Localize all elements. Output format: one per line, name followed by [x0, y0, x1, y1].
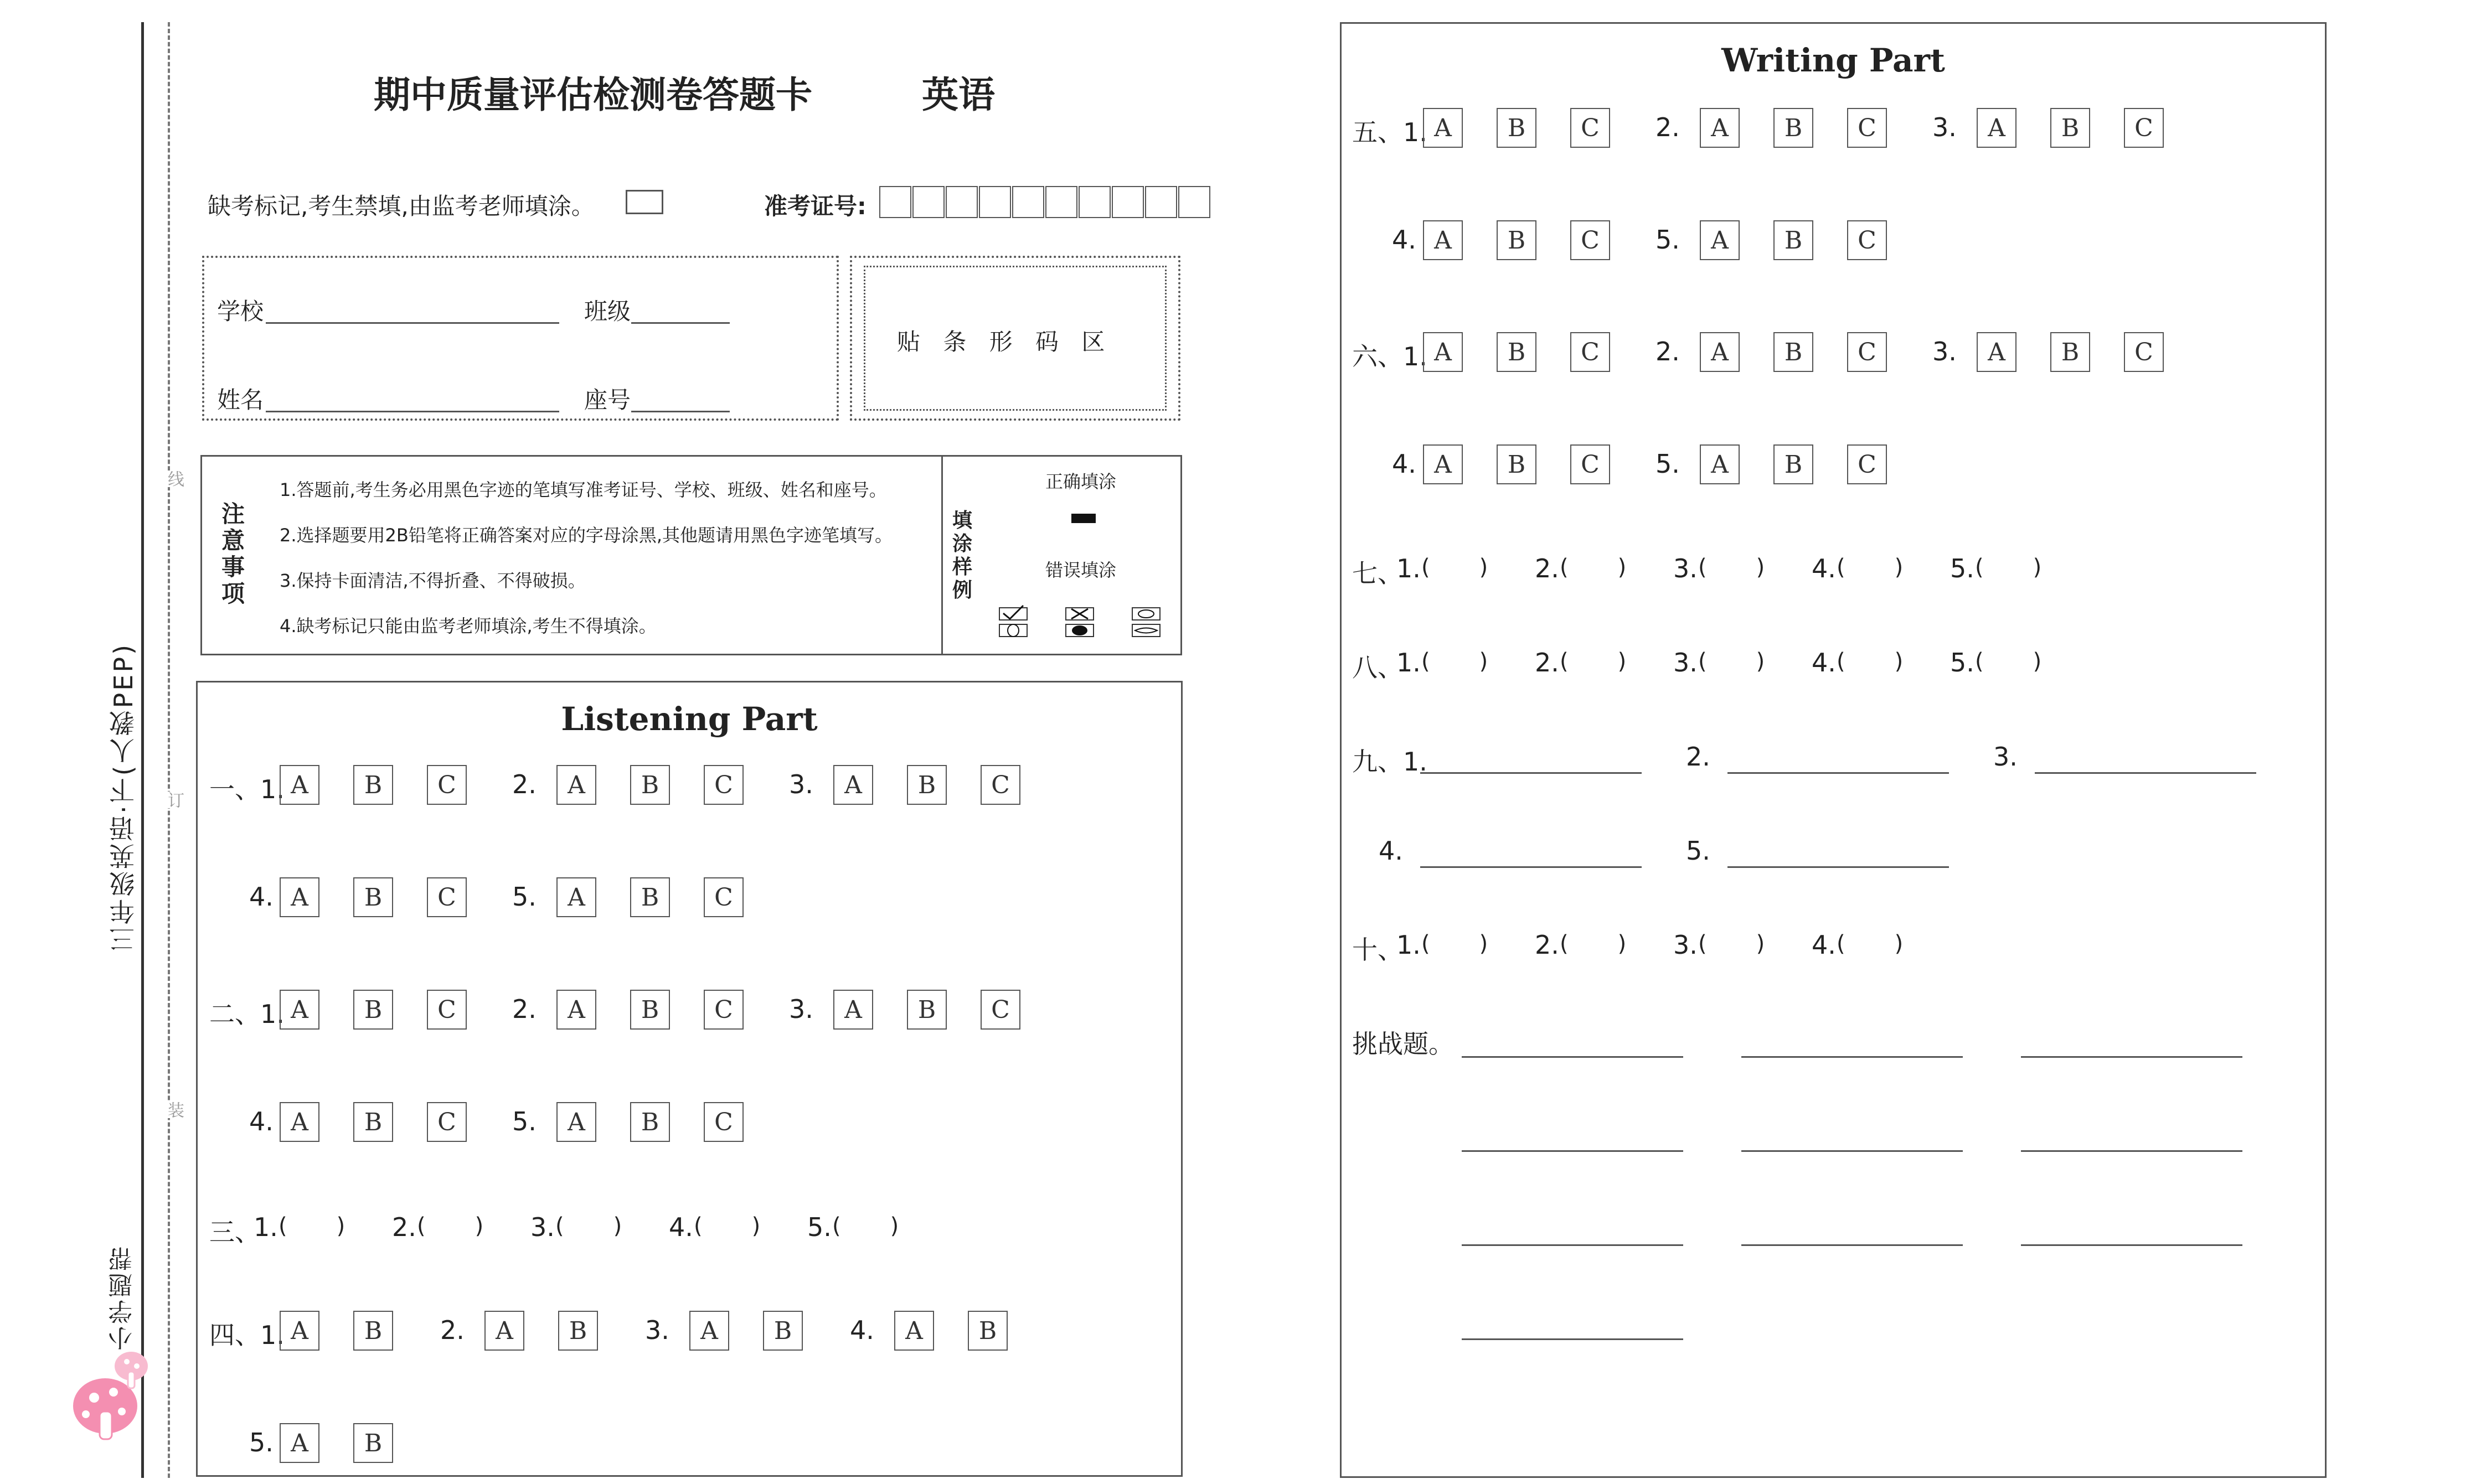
- listening-sec2-q4-option-b[interactable]: B: [353, 1102, 393, 1142]
- listening-sec2-q3-option-a[interactable]: A: [833, 990, 873, 1030]
- writing-sec7-q5-answer-blank[interactable]: ( ): [1975, 555, 2042, 580]
- challenge-answer-line-10[interactable]: [1462, 1338, 1683, 1340]
- writing-sec6-q2-option-a[interactable]: A: [1700, 332, 1740, 372]
- absent-mark-box[interactable]: [626, 190, 663, 214]
- listening-sec2-q2-option-c[interactable]: C: [704, 990, 744, 1030]
- writing-sec6-q1-option-a[interactable]: A: [1423, 332, 1463, 372]
- notes-divider: [941, 455, 943, 655]
- listening-sec4-q1-option-a[interactable]: A: [280, 1311, 319, 1351]
- writing-sec6-q3-label: 3.: [1932, 337, 1957, 366]
- writing-sec5-q5-option-c[interactable]: C: [1847, 220, 1887, 260]
- writing-sec10-q2-answer-blank[interactable]: ( ): [1560, 931, 1627, 956]
- writing-part-box: [1340, 22, 2327, 1478]
- writing-sec8-q2-num: 2.: [1535, 648, 1559, 678]
- writing-sec9-q5-answer-line[interactable]: [1727, 866, 1949, 868]
- listening-sec1-q2-label: 2.: [512, 769, 537, 799]
- exam-id-cell[interactable]: [1045, 186, 1077, 218]
- writing-sec6-q5-label: 5.: [1655, 449, 1680, 479]
- brand-label: 小学题帮: [109, 1244, 137, 1351]
- listening-sec4-q2-option-b[interactable]: B: [558, 1311, 598, 1351]
- writing-sec5-q1-option-c[interactable]: C: [1570, 108, 1610, 148]
- listening-sec3-q2-answer-blank[interactable]: ( ): [417, 1213, 484, 1239]
- listening-sec1-q5-option-b[interactable]: B: [630, 877, 670, 917]
- listening-sec1-q1-option-c[interactable]: C: [427, 765, 467, 805]
- writing-sec9-q4-label: 4.: [1379, 836, 1403, 866]
- listening-sec3-q2-num: 2.: [392, 1212, 416, 1242]
- challenge-answer-line-1[interactable]: [1462, 1056, 1683, 1058]
- cut-mark-line: 线: [162, 470, 186, 487]
- writing-part-title: Writing Part: [1721, 42, 1945, 79]
- writing-sec5-q1-option-a[interactable]: A: [1423, 108, 1463, 148]
- challenge-answer-line-4[interactable]: [1462, 1150, 1683, 1152]
- listening-sec2-q1-label: 二、1.: [209, 999, 285, 1029]
- writing-sec5-q5-option-b[interactable]: B: [1773, 220, 1813, 260]
- writing-sec7-q2-num: 2.: [1535, 554, 1559, 583]
- writing-sec5-q5-option-a[interactable]: A: [1700, 220, 1740, 260]
- writing-sec7-q4-num: 4.: [1812, 554, 1836, 583]
- writing-sec10-q2-num: 2.: [1535, 930, 1559, 960]
- listening-sec3-q5-num: 5.: [807, 1212, 832, 1242]
- listening-sec4-q5-option-b[interactable]: B: [353, 1423, 393, 1463]
- writing-sec10-q1-answer-blank[interactable]: ( ): [1421, 931, 1488, 956]
- exam-id-cell[interactable]: [879, 186, 911, 218]
- writing-sec6-q1-option-c[interactable]: C: [1570, 332, 1610, 372]
- writing-sec10-q3-num: 3.: [1673, 930, 1698, 960]
- writing-sec8-q5-answer-blank[interactable]: ( ): [1975, 649, 2042, 674]
- writing-sec8-q4-num: 4.: [1812, 648, 1836, 678]
- cut-mark-install: 装: [162, 1102, 186, 1118]
- student-info-box: [202, 256, 839, 421]
- listening-sec4-q2-label: 2.: [440, 1315, 465, 1345]
- writing-sec5-q2-label: 2.: [1655, 112, 1680, 142]
- writing-sec7-q2-answer-blank[interactable]: ( ): [1560, 555, 1627, 580]
- sample-heading: 填涂样例: [952, 509, 973, 602]
- writing-sec5-q4-option-c[interactable]: C: [1570, 220, 1610, 260]
- exam-id-cell[interactable]: [1079, 186, 1111, 218]
- listening-sec1-q4-option-c[interactable]: C: [427, 877, 467, 917]
- writing-sec9-q4-answer-line[interactable]: [1420, 866, 1642, 868]
- listening-sec4-q5-option-a[interactable]: A: [280, 1423, 319, 1463]
- listening-sec1-q3-label: 3.: [789, 769, 813, 799]
- listening-sec2-q2-option-b[interactable]: B: [630, 990, 670, 1030]
- writing-sec6-q4-label: 4.: [1392, 449, 1416, 479]
- writing-sec8-q1-num: 1.: [1396, 648, 1421, 678]
- school-label: 学校: [217, 298, 264, 325]
- exam-id-cell[interactable]: [1145, 186, 1177, 218]
- listening-sec1-q4-option-a[interactable]: A: [280, 877, 319, 917]
- writing-sec5-q1-label: 五、1.: [1352, 117, 1427, 147]
- writing-sec7-q3-answer-blank[interactable]: ( ): [1698, 555, 1765, 580]
- writing-sec9-q1-label: 九、1.: [1352, 747, 1427, 777]
- listening-sec1-q2-option-c[interactable]: C: [704, 765, 744, 805]
- writing-sec5-q3-label: 3.: [1932, 112, 1957, 142]
- writing-sec5-q4-label: 4.: [1392, 225, 1416, 255]
- correct-fill-label: 正确填涂: [1045, 471, 1117, 492]
- writing-sec5-q3-option-c[interactable]: C: [2124, 108, 2164, 148]
- exam-id-cell[interactable]: [1112, 186, 1144, 218]
- name-field[interactable]: [266, 411, 559, 412]
- writing-sec6-q2-label: 2.: [1655, 337, 1680, 366]
- notes-item-1: 1.答题前,考生务必用黑色字迹的笔填写准考证号、学校、班级、姓名和座号。: [280, 479, 887, 500]
- writing-sec9-q3-answer-line[interactable]: [2035, 772, 2256, 774]
- exam-id-cell[interactable]: [979, 186, 1011, 218]
- writing-sec5-q1-option-b[interactable]: B: [1497, 108, 1536, 148]
- listening-sec4-q3-option-b[interactable]: B: [763, 1311, 803, 1351]
- listening-sec4-q4-option-a[interactable]: A: [894, 1311, 934, 1351]
- writing-sec9-q2-label: 2.: [1686, 742, 1710, 772]
- exam-id-cell[interactable]: [1012, 186, 1044, 218]
- writing-sec6-q3-option-c[interactable]: C: [2124, 332, 2164, 372]
- listening-sec2-q5-option-b[interactable]: B: [630, 1102, 670, 1142]
- writing-sec6-q5-option-b[interactable]: B: [1773, 444, 1813, 484]
- writing-sec6-q5-option-a[interactable]: A: [1700, 444, 1740, 484]
- listening-sec2-q4-label: 4.: [249, 1106, 274, 1136]
- listening-sec4-q4-label: 4.: [850, 1315, 874, 1345]
- writing-sec5-q2-option-b[interactable]: B: [1773, 108, 1813, 148]
- listening-sec2-q1-option-b[interactable]: B: [353, 990, 393, 1030]
- writing-sec7-label: 七、: [1352, 559, 1403, 588]
- writing-sec8-label: 八、: [1352, 653, 1403, 682]
- writing-sec5-q3-option-a[interactable]: A: [1977, 108, 2016, 148]
- notes-item-3: 3.保持卡面清洁,不得折叠、不得破损。: [280, 570, 586, 591]
- school-field[interactable]: [266, 322, 559, 324]
- listening-sec3-q4-answer-blank[interactable]: ( ): [694, 1213, 761, 1239]
- listening-sec4-q3-option-a[interactable]: A: [689, 1311, 729, 1351]
- challenge-answer-line-6[interactable]: [2021, 1150, 2242, 1152]
- mushroom-logo-icon: [69, 1340, 152, 1445]
- exam-id-cell[interactable]: [946, 186, 978, 218]
- writing-sec5-q5-label: 5.: [1655, 225, 1680, 255]
- challenge-answer-line-9[interactable]: [2021, 1244, 2242, 1246]
- writing-sec10-q4-answer-blank[interactable]: ( ): [1837, 931, 1904, 956]
- writing-sec9-q3-label: 3.: [1993, 742, 2018, 772]
- listening-sec3-q1-num: 1.: [254, 1212, 278, 1242]
- writing-sec8-q4-answer-blank[interactable]: ( ): [1837, 649, 1904, 674]
- listening-sec3-q1-answer-blank[interactable]: ( ): [279, 1213, 345, 1239]
- writing-sec6-q5-option-c[interactable]: C: [1847, 444, 1887, 484]
- challenge-answer-line-7[interactable]: [1462, 1244, 1683, 1246]
- listening-sec1-q4-option-b[interactable]: B: [353, 877, 393, 917]
- writing-sec7-q1-answer-blank[interactable]: ( ): [1421, 555, 1488, 580]
- writing-sec6-q4-option-b[interactable]: B: [1497, 444, 1536, 484]
- class-label: 班级: [584, 298, 631, 325]
- exam-id-cell[interactable]: [912, 186, 945, 218]
- listening-sec4-q2-option-a[interactable]: A: [484, 1311, 524, 1351]
- writing-sec8-q5-num: 5.: [1950, 648, 1974, 678]
- challenge-label: 挑战题。: [1352, 1029, 1454, 1059]
- listening-sec1-q1-label: 一、1.: [209, 774, 285, 804]
- writing-sec6-q2-option-b[interactable]: B: [1773, 332, 1813, 372]
- writing-sec5-q2-option-c[interactable]: C: [1847, 108, 1887, 148]
- listening-sec4-q1-label: 四、1.: [209, 1320, 285, 1350]
- listening-sec1-q3-option-c[interactable]: C: [981, 765, 1020, 805]
- notes-item-2: 2.选择题要用2B铅笔将正确答案对应的字母涂黑,其他题请用黑色字迹笔填写。: [280, 525, 893, 546]
- writing-sec5-q4-option-b[interactable]: B: [1497, 220, 1536, 260]
- writing-sec6-q4-option-a[interactable]: A: [1423, 444, 1463, 484]
- exam-id-label: 准考证号:: [764, 193, 867, 220]
- listening-sec1-q5-label: 5.: [512, 882, 537, 912]
- challenge-answer-line-5[interactable]: [1741, 1150, 1963, 1152]
- writing-sec9-q5-label: 5.: [1686, 836, 1710, 866]
- writing-sec9-q2-answer-line[interactable]: [1727, 772, 1949, 774]
- writing-sec7-q5-num: 5.: [1950, 554, 1974, 583]
- writing-sec8-q3-answer-blank[interactable]: ( ): [1698, 649, 1765, 674]
- writing-sec5-q3-option-b[interactable]: B: [2050, 108, 2090, 148]
- listening-sec2-q4-option-c[interactable]: C: [427, 1102, 467, 1142]
- card-subject: 英语: [922, 73, 995, 116]
- listening-sec1-q3-option-a[interactable]: A: [833, 765, 873, 805]
- seat-field[interactable]: [631, 411, 730, 412]
- listening-sec1-q5-option-c[interactable]: C: [704, 877, 744, 917]
- writing-sec6-q1-option-b[interactable]: B: [1497, 332, 1536, 372]
- writing-sec10-q1-num: 1.: [1396, 930, 1421, 960]
- challenge-answer-line-3[interactable]: [2021, 1056, 2242, 1058]
- listening-sec3-q3-num: 3.: [530, 1212, 555, 1242]
- writing-sec6-q3-option-b[interactable]: B: [2050, 332, 2090, 372]
- class-field[interactable]: [631, 322, 730, 324]
- barcode-label: 贴 条 形 码 区: [897, 328, 1113, 355]
- writing-sec8-q1-answer-blank[interactable]: ( ): [1421, 649, 1488, 674]
- listening-sec3-q4-num: 4.: [669, 1212, 693, 1242]
- writing-sec8-q3-num: 3.: [1673, 648, 1698, 678]
- writing-sec8-q2-answer-blank[interactable]: ( ): [1560, 649, 1627, 674]
- writing-sec6-q3-option-a[interactable]: A: [1977, 332, 2016, 372]
- writing-sec7-q3-num: 3.: [1673, 554, 1698, 583]
- listening-sec2-q4-option-a[interactable]: A: [280, 1102, 319, 1142]
- writing-sec7-q4-answer-blank[interactable]: ( ): [1837, 555, 1904, 580]
- listening-sec4-q1-option-b[interactable]: B: [353, 1311, 393, 1351]
- listening-sec1-q3-option-b[interactable]: B: [907, 765, 947, 805]
- listening-sec2-q1-option-c[interactable]: C: [427, 990, 467, 1030]
- listening-part-box: [196, 681, 1183, 1477]
- writing-sec10-label: 十、: [1352, 935, 1403, 965]
- wrong-fill-samples-icon: [997, 603, 1163, 642]
- notes-heading: 注意事项: [221, 500, 245, 607]
- correct-fill-mark-icon: [1071, 514, 1096, 523]
- listening-sec2-q5-option-a[interactable]: A: [556, 1102, 596, 1142]
- listening-sec2-q3-option-b[interactable]: B: [907, 990, 947, 1030]
- notes-item-4: 4.缺考标记只能由监考老师填涂,考生不得填涂。: [280, 616, 657, 637]
- listening-sec2-q5-option-c[interactable]: C: [704, 1102, 744, 1142]
- listening-sec4-q5-label: 5.: [249, 1428, 274, 1457]
- writing-sec6-q2-option-c[interactable]: C: [1847, 332, 1887, 372]
- writing-sec7-q1-num: 1.: [1396, 554, 1421, 583]
- listening-sec3-q5-answer-blank[interactable]: ( ): [832, 1213, 899, 1239]
- listening-sec4-q4-option-b[interactable]: B: [968, 1311, 1008, 1351]
- listening-sec1-q4-label: 4.: [249, 882, 274, 912]
- writing-sec9-q1-answer-line[interactable]: [1420, 772, 1642, 774]
- writing-sec5-q2-option-a[interactable]: A: [1700, 108, 1740, 148]
- listening-sec1-q1-option-a[interactable]: A: [280, 765, 319, 805]
- listening-sec1-q5-option-a[interactable]: A: [556, 877, 596, 917]
- card-title: 期中质量评估检测卷答题卡: [374, 73, 812, 116]
- exam-id-cell[interactable]: [1178, 186, 1210, 218]
- listening-sec4-q3-label: 3.: [645, 1315, 669, 1345]
- listening-sec2-q5-label: 5.: [512, 1106, 537, 1136]
- listening-sec2-q1-option-a[interactable]: A: [280, 990, 319, 1030]
- grade-subject-label: 三年级英语·下(人教PEP): [109, 642, 138, 952]
- listening-sec1-q2-option-b[interactable]: B: [630, 765, 670, 805]
- listening-sec2-q3-option-c[interactable]: C: [981, 990, 1020, 1030]
- writing-sec6-q4-option-c[interactable]: C: [1570, 444, 1610, 484]
- writing-sec10-q4-num: 4.: [1812, 930, 1836, 960]
- listening-sec2-q3-label: 3.: [789, 994, 813, 1024]
- cut-mark-bind: 订: [162, 792, 186, 808]
- listening-sec1-q1-option-b[interactable]: B: [353, 765, 393, 805]
- listening-sec1-q2-option-a[interactable]: A: [556, 765, 596, 805]
- challenge-answer-line-8[interactable]: [1741, 1244, 1963, 1246]
- writing-sec6-q1-label: 六、1.: [1352, 342, 1427, 371]
- writing-sec10-q3-answer-blank[interactable]: ( ): [1698, 931, 1765, 956]
- seat-label: 座号: [584, 386, 631, 413]
- binding-dashed-line: [168, 22, 170, 1478]
- wrong-fill-label: 错误填涂: [1045, 560, 1117, 581]
- challenge-answer-line-2[interactable]: [1741, 1056, 1963, 1058]
- writing-sec5-q4-option-a[interactable]: A: [1423, 220, 1463, 260]
- listening-sec2-q2-option-a[interactable]: A: [556, 990, 596, 1030]
- name-label: 姓名: [217, 386, 264, 413]
- listening-sec3-q3-answer-blank[interactable]: ( ): [555, 1213, 622, 1239]
- absent-note: 缺考标记,考生禁填,由监考老师填涂。: [208, 193, 595, 220]
- listening-sec2-q2-label: 2.: [512, 994, 537, 1024]
- listening-part-title: Listening Part: [561, 700, 818, 738]
- listening-sec3-label: 三、: [209, 1217, 260, 1247]
